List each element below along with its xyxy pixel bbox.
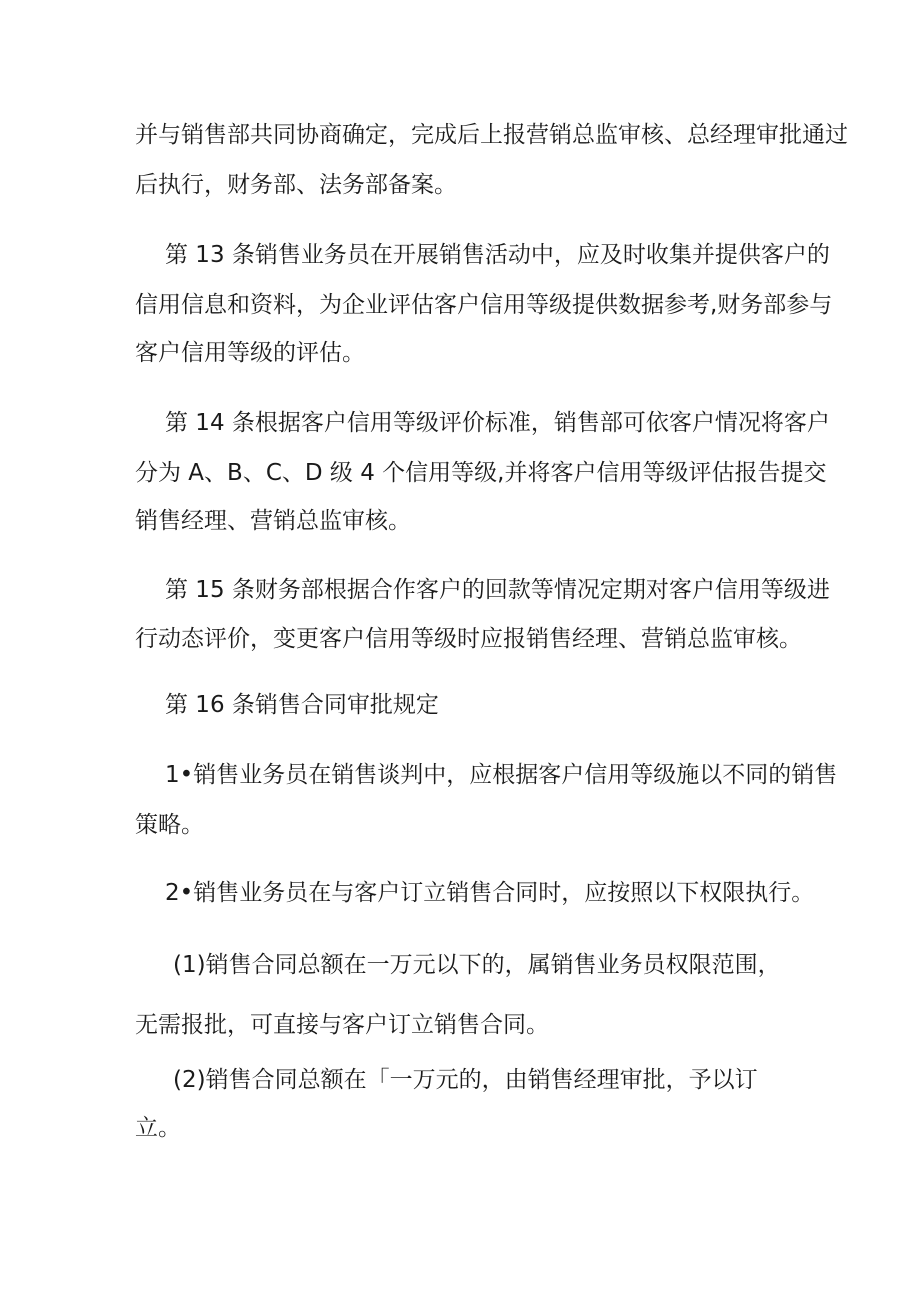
text-line: 分为 A、B、C、D 级 4 个信用等级,并将客户信用等级评估报告提交 — [135, 460, 827, 486]
text-line: 信用信息和资料，为企业评估客户信用等级提供数据参考,财务部参与 — [135, 292, 833, 318]
text-line: 第 15 条财务部根据合作客户的回款等情况定期对客户信用等级进 — [165, 577, 830, 603]
text-line: (2)销售合同总额在「一万元的，由销售经理审批，予以订 — [173, 1067, 758, 1093]
text-line: 第 14 条根据客户信用等级评价标准，销售部可依客户情况将客户 — [165, 410, 830, 436]
text-line: 立。 — [135, 1115, 181, 1141]
text-line: 1•销售业务员在销售谈判中，应根据客户信用等级施以不同的销售 — [165, 762, 838, 788]
text-line: 无需报批，可直接与客户订立销售合同。 — [135, 1012, 549, 1038]
text-line: 第 13 条销售业务员在开展销售活动中，应及时收集并提供客户的 — [165, 242, 830, 268]
text-line: 策略。 — [135, 812, 204, 838]
text-line: 销售经理、营销总监审核。 — [135, 508, 411, 534]
text-line: (1)销售合同总额在一万元以下的，属销售业务员权限范围， — [173, 952, 781, 978]
section-heading: 第 16 条销售合同审批规定 — [165, 692, 439, 718]
text-line: 行动态评价，变更客户信用等级时应报销售经理、营销总监审核。 — [135, 626, 802, 652]
text-line: 客户信用等级的评估。 — [135, 340, 365, 366]
text-line: 并与销售部共同协商确定，完成后上报营销总监审核、总经理审批通过 — [135, 122, 848, 148]
text-line: 后执行，财务部、法务部备案。 — [135, 172, 457, 198]
text-line: 2•销售业务员在与客户订立销售合同时，应按照以下权限执行。 — [165, 880, 815, 906]
